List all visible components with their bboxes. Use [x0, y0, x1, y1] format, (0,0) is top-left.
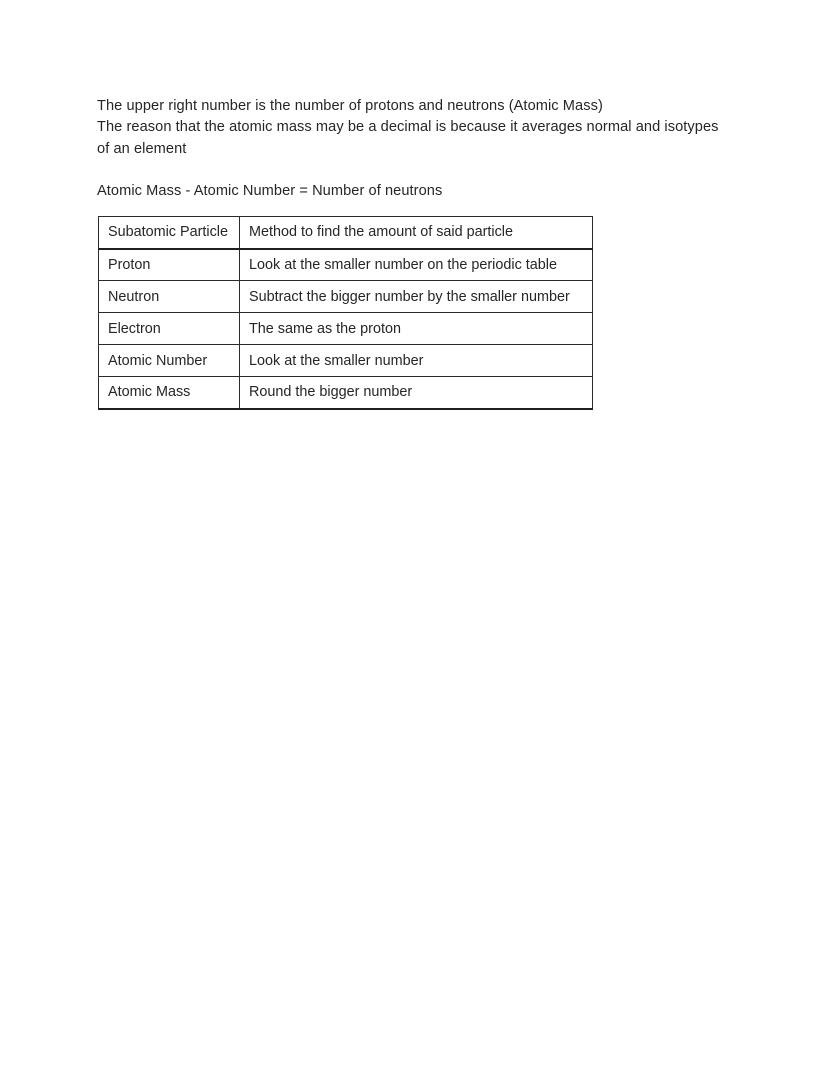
table-header-row	[99, 217, 593, 249]
paragraph-atomic-mass-decimal: The reason that the atomic mass may be a decimal is because it averages normal and isotypes of an element	[97, 119, 719, 157]
paragraph-neutron-formula: Atomic Mass - Atomic Number = Number of neutrons	[97, 183, 443, 200]
subatomic-particle-table	[98, 216, 593, 410]
table-cell-particle: Atomic Mass	[99, 377, 240, 409]
table-header-particle: Subatomic Particle	[99, 217, 240, 249]
table-cell-particle: Proton	[99, 249, 240, 281]
paragraph-upper-right-number: The upper right number is the number of protons and neutrons (Atomic Mass)	[97, 98, 603, 114]
table-row	[99, 345, 593, 377]
table-row	[99, 281, 593, 313]
paragraph-spacer	[97, 160, 737, 181]
table-cell-method: Subtract the bigger number by the smaller number	[240, 281, 593, 313]
table-cell-method: Look at the smaller number	[240, 345, 593, 377]
table-row	[99, 377, 593, 409]
table-cell-method: Look at the smaller number on the periodic table	[240, 249, 593, 281]
table-cell-particle: Electron	[99, 313, 240, 345]
table-row	[99, 313, 593, 345]
table-header-method: Method to find the amount of said particle	[240, 217, 593, 249]
table-cell-method: Round the bigger number	[240, 377, 593, 409]
table-row	[99, 249, 593, 281]
table-cell-particle: Atomic Number	[99, 345, 240, 377]
notes-body	[97, 96, 737, 202]
table-cell-particle: Neutron	[99, 281, 240, 313]
table-cell-method: The same as the proton	[240, 313, 593, 345]
